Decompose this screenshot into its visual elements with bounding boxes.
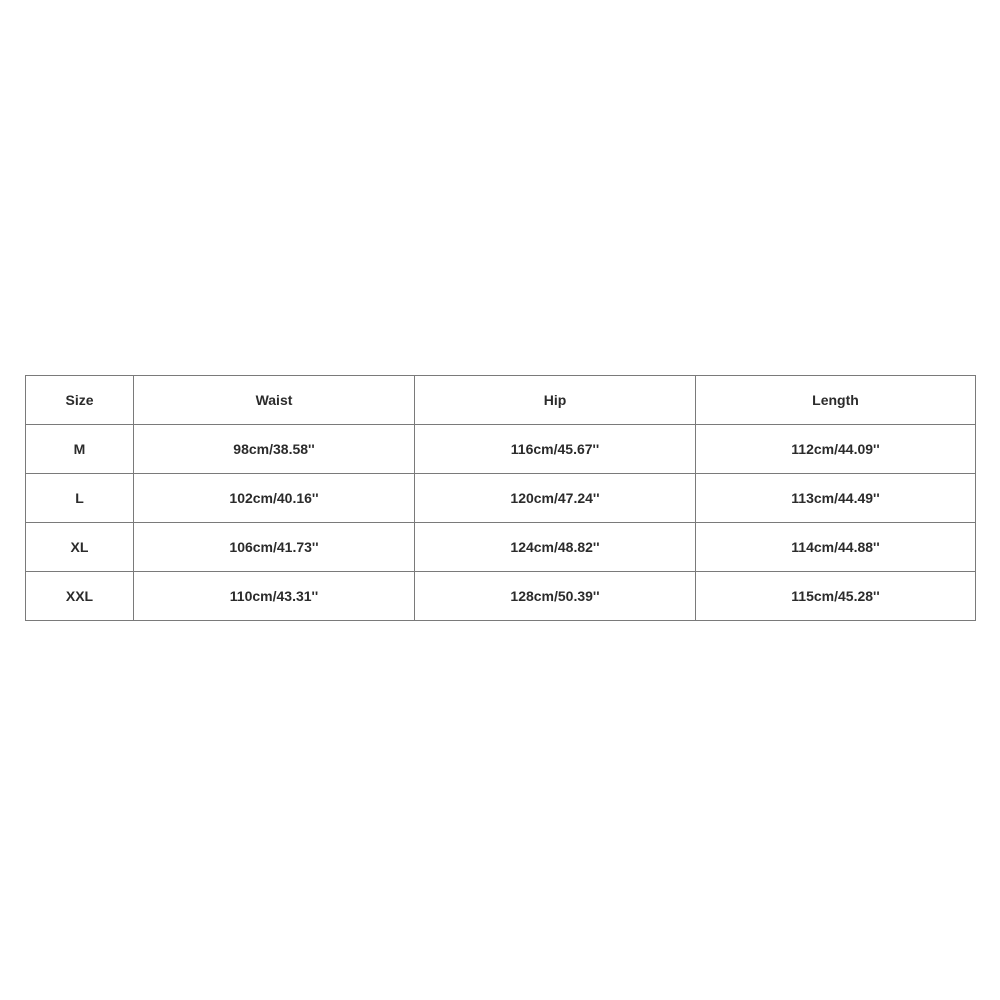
cell-length: 112cm/44.09'' [696,425,976,474]
cell-hip: 116cm/45.67'' [415,425,696,474]
table-row [26,523,976,572]
header-size: Size [26,376,134,425]
size-chart-table [25,375,976,621]
header-hip: Hip [415,376,696,425]
cell-size: L [26,474,134,523]
table-row [26,474,976,523]
cell-length: 114cm/44.88'' [696,523,976,572]
cell-length: 113cm/44.49'' [696,474,976,523]
cell-size: XXL [26,572,134,621]
cell-size: M [26,425,134,474]
cell-waist: 110cm/43.31'' [134,572,415,621]
table-row [26,425,976,474]
cell-waist: 98cm/38.58'' [134,425,415,474]
header-length: Length [696,376,976,425]
cell-length: 115cm/45.28'' [696,572,976,621]
table-row [26,572,976,621]
table-header-row [26,376,976,425]
cell-waist: 106cm/41.73'' [134,523,415,572]
cell-size: XL [26,523,134,572]
header-waist: Waist [134,376,415,425]
cell-hip: 120cm/47.24'' [415,474,696,523]
cell-waist: 102cm/40.16'' [134,474,415,523]
cell-hip: 128cm/50.39'' [415,572,696,621]
cell-hip: 124cm/48.82'' [415,523,696,572]
